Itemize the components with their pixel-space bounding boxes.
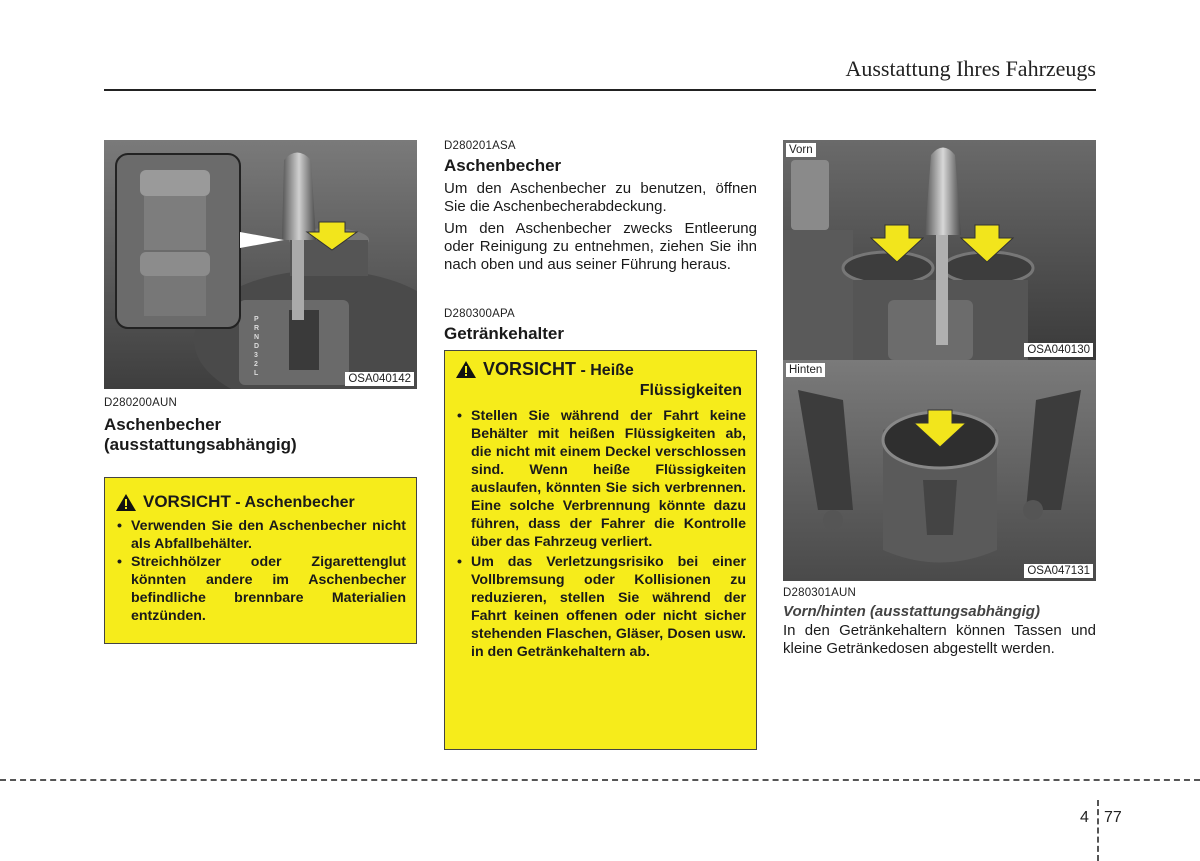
gear-letter-d: D — [254, 343, 260, 350]
image-label: OSA040142 — [345, 372, 414, 386]
image-tag-rear: Hinten — [786, 363, 825, 377]
column-right — [783, 140, 1096, 658]
warning-title-continued — [455, 381, 746, 401]
section-code: D280201ASA — [444, 140, 516, 152]
section-code: D280200AUN — [104, 397, 177, 409]
rear-cupholder-illustration — [783, 360, 1096, 581]
front-cupholder-illustration — [783, 140, 1096, 360]
column-left — [104, 140, 417, 644]
warning-item: • Verwenden Sie den Aschenbecher nicht als Abfallbehälter. — [115, 517, 406, 553]
warning-subtitle-line-2: Flüssigkeiten — [639, 382, 742, 399]
running-header-title: Ausstattung Ihres Fahrzeugs — [845, 56, 1096, 81]
page-number: 77 — [1104, 809, 1122, 826]
warning-subtitle: - Aschenbecher — [230, 494, 355, 511]
page-number-separator — [1097, 800, 1099, 861]
section-heading — [104, 415, 417, 455]
gear-letter-p: P — [254, 316, 259, 323]
paragraph: In den Getränkehaltern können Tassen und kleine Getränkedosen abgestellt werden. — [783, 622, 1096, 657]
warning-item: • Streichhölzer oder Zigarettenglut könnten andere im Aschenbecher befindliche brennbare Materialien entzünden. — [115, 553, 406, 625]
warning-title — [115, 492, 406, 513]
warning-box-hot-liquids — [444, 350, 757, 750]
warning-list — [455, 407, 746, 661]
warning-title — [455, 359, 746, 381]
paragraph: Um den Aschenbecher zwecks Entleerung oder Reinigung zu entnehmen, ziehen Sie ihn nach oben und aus seiner Führung heraus. — [444, 220, 757, 273]
cupholder-front-photo — [783, 140, 1096, 360]
section-heading: Getränkehalter — [444, 324, 564, 343]
warning-triangle-icon — [115, 493, 137, 512]
section-code: D280300APA — [444, 308, 515, 320]
warning-triangle-icon — [455, 360, 477, 379]
section-code: D280301AUN — [783, 587, 856, 599]
chapter-number: 4 — [1080, 809, 1089, 826]
warning-item: • Stellen Sie während der Fahrt keine Behälter mit heißen Flüssigkeiten ab, die nicht mit einem Deckel verschlossen sind. Wenn heiße Flüssigkeiten auslaufen, könnten Sie sich verbrennen. Eine solche Verbrennung könnte dazu führen, dass der Fahrer die Kontrolle über das Fahrzeug verliert. — [455, 407, 746, 551]
warning-title-label: VORSICHT — [483, 359, 577, 379]
image-label: OSA047131 — [1024, 564, 1093, 578]
paragraph: Um den Aschenbecher zu benutzen, öffnen Sie die Aschenbecherabdeckung. — [444, 180, 757, 215]
ashtray-photo — [104, 140, 417, 389]
section-subheading: Vorn/hinten (ausstattungsabhängig) — [783, 603, 1040, 620]
warning-box-ashtray — [104, 477, 417, 644]
gear-letter-n: N — [254, 334, 260, 341]
image-label: OSA040130 — [1024, 343, 1093, 357]
gear-letter-l: L — [254, 370, 259, 377]
heading-line-2: (ausstattungsabhängig) — [104, 435, 297, 454]
warning-title-label: VORSICHT — [143, 492, 231, 511]
gear-letter-2: 2 — [254, 361, 258, 368]
gear-letter-3: 3 — [254, 352, 258, 359]
header-rule — [104, 89, 1096, 91]
heading-line-1: Aschenbecher — [104, 415, 222, 434]
footer-dashed-rule — [0, 779, 1200, 781]
cupholder-rear-photo — [783, 360, 1096, 581]
warning-subtitle-line-1: - Heiße — [576, 362, 634, 379]
gear-letters — [254, 315, 259, 378]
gear-letter-r: R — [254, 325, 260, 332]
warning-list — [115, 517, 406, 625]
ashtray-illustration — [104, 140, 417, 389]
image-tag-front: Vorn — [786, 143, 816, 157]
warning-item: • Um das Verletzungsrisiko bei einer Vollbremsung oder Kollisionen zu reduzieren, stellen Sie während der Fahrt keinen offenen oder nicht sicher stehenden Flaschen, Gläser, Dosen usw. in den Getränkehaltern ab. — [455, 553, 746, 661]
column-middle — [444, 140, 757, 750]
section-heading: Aschenbecher — [444, 156, 562, 175]
